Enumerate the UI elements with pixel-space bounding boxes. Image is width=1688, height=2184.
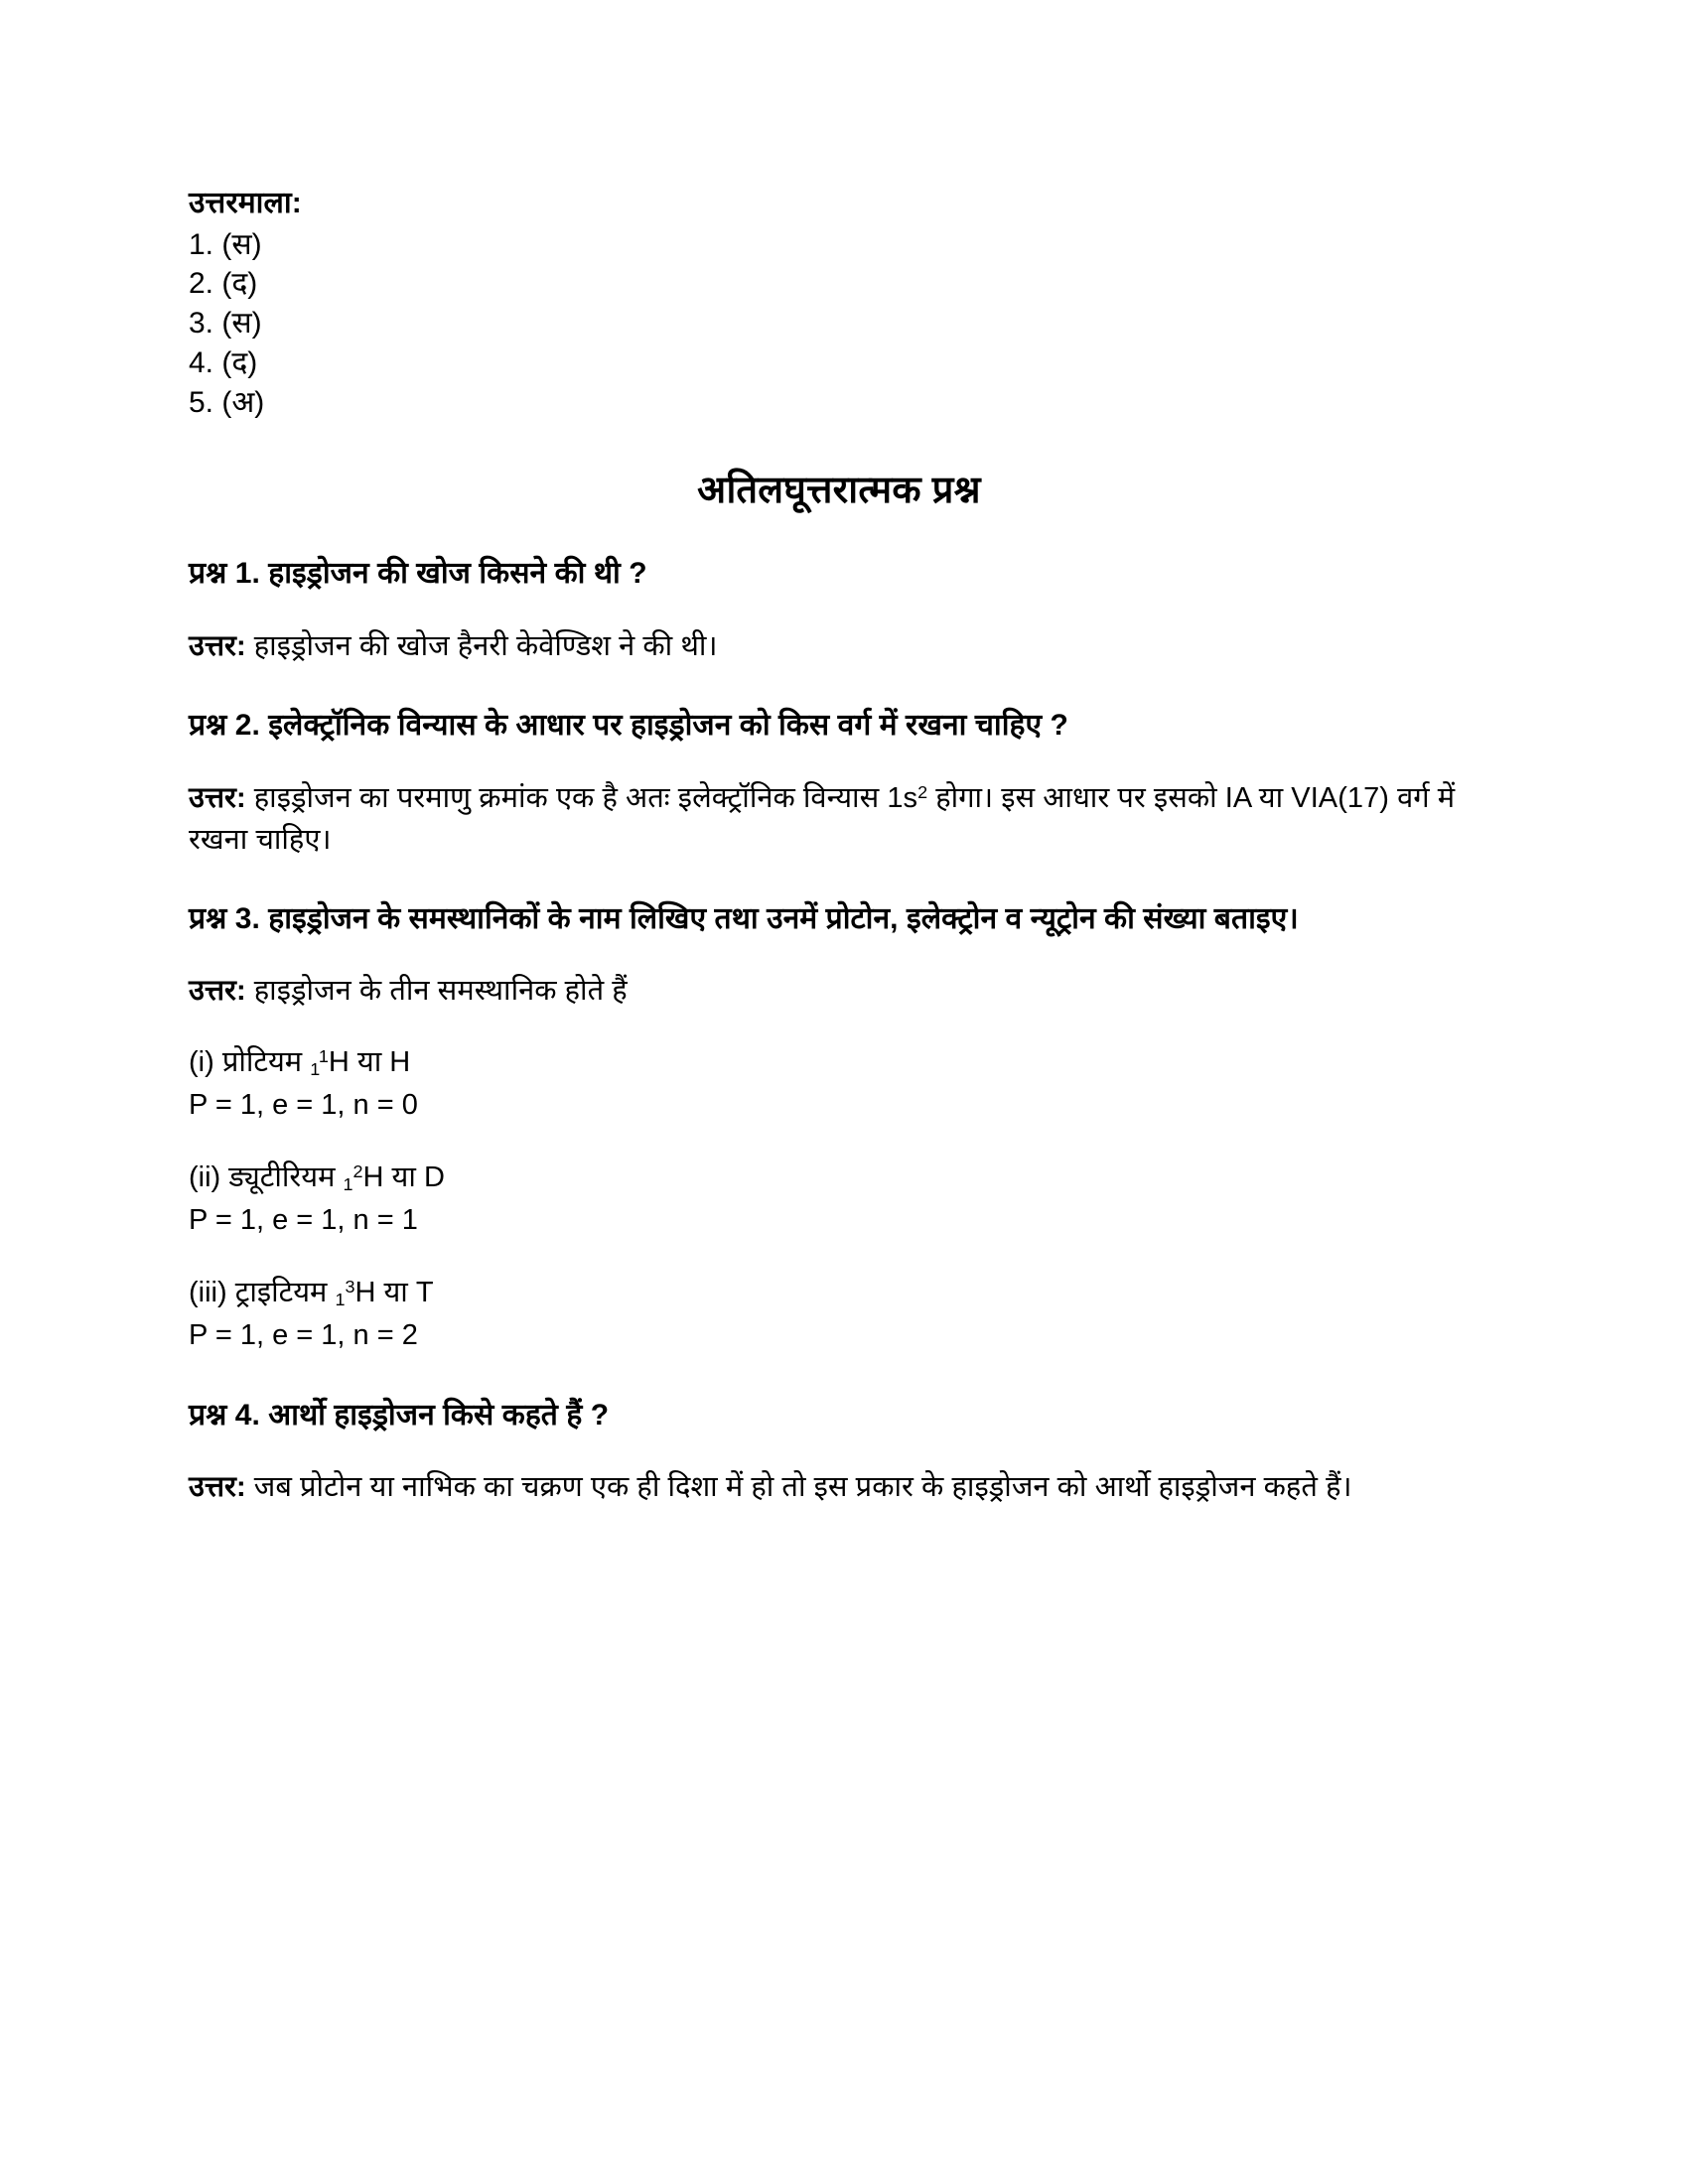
conjunction: या	[391, 1161, 416, 1194]
answer-label: उत्तर:	[189, 781, 246, 814]
answer-label: उत्तर:	[189, 1471, 246, 1504]
answer-body: हाइड्रोजन की खोज हैनरी केवेण्डिश ने की थी।	[245, 630, 718, 663]
question-text: प्रश्न 4. आर्थो हाइड्रोजन किसे कहते हैं ?	[189, 1398, 610, 1432]
isotope-entry-protium	[189, 1041, 1479, 1127]
answer-key-title: उत्तरमाला:	[189, 187, 302, 219]
mass-number-superscript: 2	[352, 1161, 363, 1182]
isotope-name: ड्यूटीरियम	[228, 1161, 336, 1194]
answer-label: उत्तर:	[189, 630, 246, 663]
isotope-notation	[189, 1272, 1479, 1314]
isotope-notation	[189, 1157, 1479, 1199]
particle-counts: P = 1, e = 1, n = 0	[189, 1089, 418, 1122]
page-title: अतिलघूत्तरात्मक प्रश्न	[697, 470, 981, 512]
qa-block-1	[189, 553, 1479, 667]
question-text: प्रश्न 1. हाइड्रोजन की खोज किसने की थी ?	[189, 557, 647, 591]
list-item: 2. (द)	[189, 267, 258, 301]
answer-body: हाइड्रोजन के तीन समस्थानिक होते हैं	[245, 975, 628, 1008]
isotope-name: प्रोटियम	[221, 1046, 303, 1079]
isotope-symbol: H	[389, 1046, 411, 1079]
answer-key-section	[189, 184, 1479, 423]
answer-text	[189, 970, 1479, 1012]
answer-label: उत्तर:	[189, 975, 246, 1008]
isotope-symbol: D	[423, 1161, 445, 1194]
element-symbol: H	[354, 1277, 376, 1309]
conjunction: या	[356, 1046, 382, 1079]
answer-text	[189, 777, 1479, 861]
list-item: 1. (स)	[189, 227, 262, 261]
electron-configuration-superscript: 2	[917, 781, 928, 802]
isotope-notation	[189, 1041, 1479, 1084]
answer-body-part-1: हाइड्रोजन का परमाणु क्रमांक एक है अतः इलेक्ट्रॉनिक विन्यास 1s	[245, 781, 918, 814]
qa-block-4	[189, 1395, 1479, 1509]
mass-number-superscript: 3	[345, 1277, 355, 1297]
isotope-marker: (ii)	[189, 1161, 221, 1194]
answer-text	[189, 1466, 1479, 1508]
isotope-entry-tritium	[189, 1272, 1479, 1357]
qa-block-2	[189, 705, 1479, 861]
answer-body: जब प्रोटोन या नाभिक का चक्रण एक ही दिशा में हो तो इस प्रकार के हाइड्रोजन को आर्थो हाइड्रोजन कहते हैं।	[245, 1471, 1352, 1504]
atomic-number-subscript: 1	[343, 1174, 353, 1195]
particle-counts: P = 1, e = 1, n = 2	[189, 1318, 418, 1351]
atomic-number-subscript: 1	[335, 1289, 346, 1309]
answer-body-part-2: होगा। इस आधार पर इसको IA या VIA(17) वर्ग में रखना चाहिए।	[189, 781, 1456, 856]
list-item: 3. (स)	[189, 307, 262, 341]
mass-number-superscript: 1	[319, 1046, 329, 1067]
isotope-marker: (iii)	[189, 1277, 227, 1309]
element-symbol: H	[362, 1161, 384, 1194]
list-item: 5. (अ)	[189, 386, 265, 420]
qa-block-3	[189, 898, 1479, 1357]
conjunction: या	[383, 1277, 408, 1309]
particle-counts: P = 1, e = 1, n = 1	[189, 1204, 418, 1237]
isotope-name: ट्राइटियम	[234, 1277, 328, 1309]
isotope-entry-deuterium	[189, 1157, 1479, 1242]
isotope-marker: (i)	[189, 1046, 214, 1079]
question-text: प्रश्न 2. इलेक्ट्रॉनिक विन्यास के आधार पर हाइड्रोजन को किस वर्ग में रखना चाहिए ?	[189, 709, 1068, 743]
answer-text	[189, 625, 1479, 667]
isotope-symbol: T	[415, 1277, 434, 1309]
list-item: 4. (द)	[189, 346, 258, 380]
element-symbol: H	[328, 1046, 350, 1079]
question-text: प्रश्न 3. हाइड्रोजन के समस्थानिकों के नाम लिखिए तथा उनमें प्रोटोन, इलेक्ट्रोन व न्यूट्रोन की संख्या बताइए।	[189, 901, 1299, 935]
answer-key-list	[189, 225, 1479, 423]
atomic-number-subscript: 1	[310, 1059, 320, 1080]
